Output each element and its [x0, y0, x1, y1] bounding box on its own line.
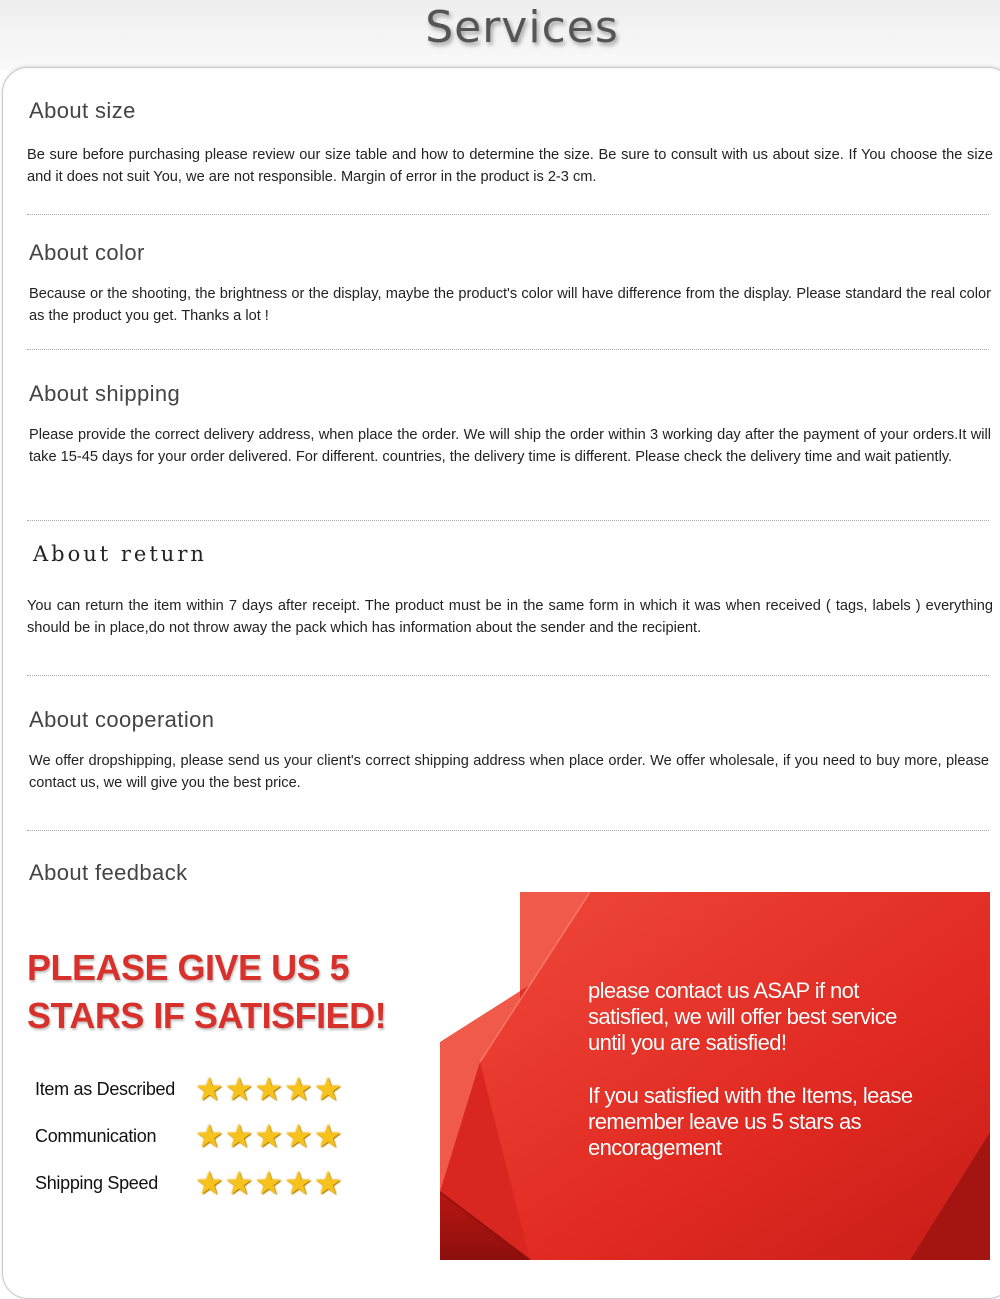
- satisfied-message-line: If you satisfied with the Items, lease: [588, 1083, 913, 1108]
- star-icon: ★: [313, 1165, 343, 1201]
- page-title: Services: [425, 2, 619, 53]
- star-icon: ★: [284, 1071, 313, 1107]
- satisfied-message-line: remember leave us 5 stars as: [588, 1109, 861, 1134]
- section-title-return: About return: [33, 542, 207, 566]
- star-icon: ★: [224, 1165, 254, 1201]
- section-title-cooperation: About cooperation: [29, 707, 215, 732]
- satisfied-message: [588, 1083, 912, 1161]
- feedback-headline: [27, 944, 467, 1040]
- star-icon: ★: [195, 1165, 224, 1201]
- contact-message-line: satisfied, we will offer best service: [588, 1004, 897, 1029]
- rating-label: Item as Described: [35, 1079, 175, 1099]
- section-body-size: Be sure before purchasing please review our size table and how to determine the size. Be sure to consult with us about size. If You choose the size and it does not suit You, we are not responsible. Margin of error in the product is 2-3 cm.: [27, 147, 993, 185]
- satisfied-message-line: encoragement: [588, 1135, 722, 1160]
- section-body-shipping: Please provide the correct delivery address, when place the order. We will ship the order within 3 working day after the payment of your orders.It will take 15-45 days for your order delivered. For different. countries, the delivery time is different. Please check the delivery time and wait patiently.: [29, 427, 991, 465]
- divider: [27, 520, 989, 521]
- section-body-cooperation: We offer dropshipping, please send us your client's correct shipping address when place order. We offer wholesale, if you need to buy more, please contact us, we will give you the best price.: [29, 753, 989, 791]
- star-icon: ★: [195, 1118, 224, 1154]
- section-title-color: About color: [29, 240, 145, 265]
- feedback-headline-line: PLEASE GIVE US 5: [27, 947, 350, 988]
- star-rating: [195, 1073, 343, 1105]
- red-gift-box-image: [440, 892, 990, 1260]
- star-icon: ★: [313, 1071, 343, 1107]
- rating-label: Shipping Speed: [35, 1173, 158, 1193]
- star-rating: [195, 1167, 343, 1199]
- contact-message-line: until you are satisfied!: [588, 1030, 787, 1055]
- star-icon: ★: [254, 1165, 284, 1201]
- star-rating: [195, 1120, 343, 1152]
- star-icon: ★: [284, 1165, 313, 1201]
- section-title-size: About size: [29, 98, 136, 123]
- red-box-illustration: [440, 892, 990, 1260]
- star-icon: ★: [195, 1071, 224, 1107]
- divider: [27, 214, 989, 215]
- rating-label: Communication: [35, 1126, 157, 1146]
- star-icon: ★: [313, 1118, 343, 1154]
- star-icon: ★: [224, 1118, 254, 1154]
- star-icon: ★: [224, 1071, 254, 1107]
- section-title-shipping: About shipping: [29, 381, 181, 406]
- section-body-color: Because or the shooting, the brightness or the display, maybe the product's color will have difference from the display. Please standard the real color as the product you get. Thanks a lot !: [29, 286, 991, 324]
- contact-message: [588, 978, 897, 1056]
- section-title-feedback: About feedback: [29, 860, 188, 885]
- section-body-return: You can return the item within 7 days after receipt. The product must be in the same form in which it was when received ( tags, labels ) everything should be in place,do not throw away the pack which has information about the sender and the recipient.: [27, 598, 993, 636]
- divider: [27, 830, 989, 831]
- star-icon: ★: [254, 1118, 284, 1154]
- divider: [27, 349, 989, 350]
- contact-message-line: please contact us ASAP if not: [588, 978, 859, 1003]
- star-icon: ★: [284, 1118, 313, 1154]
- star-icon: ★: [254, 1071, 284, 1107]
- feedback-headline-line: STARS IF SATISFIED!: [27, 995, 387, 1036]
- divider: [27, 675, 989, 676]
